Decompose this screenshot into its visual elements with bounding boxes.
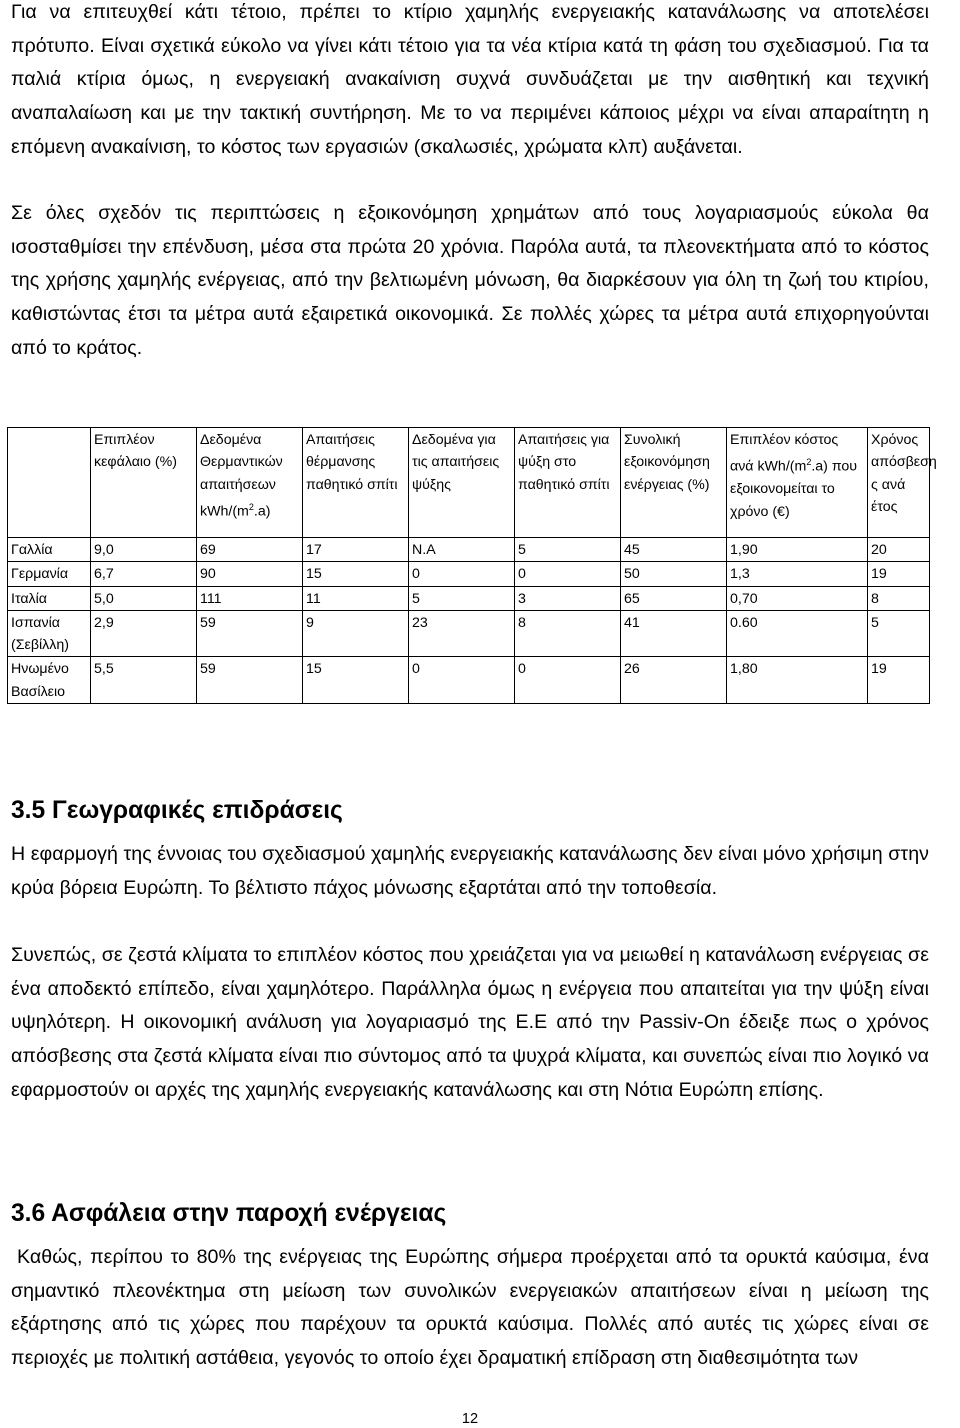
intro-paragraph-2: Σε όλες σχεδόν τις περιπτώσεις η εξοικονόμηση χρημάτων από τους λογαριασμούς εύκολα θα ισοσταθμίσει την επένδυση, μέσα στα πρώτα 20 χρόνια. Παρόλα αυτά, τα πλεονεκτήματα από το κόστος της χρήσης χαμηλής ενέργειας, από την βελτιωμένη μόνωση, θα διαρκέσουν για όλη τη ζωή του κτιρίου, καθιστώντας έτσι τα μέτρα αυτά εξαιρετικά οικονομικά. Σε πολλές χώρες τα μέτρα αυτά επιχορηγούνται από το κράτος. [11, 202, 929, 359]
data-cell: 0 [515, 562, 621, 586]
data-cell: 1,80 [727, 657, 868, 704]
table-header-row [8, 428, 930, 538]
data-cell: 8 [515, 610, 621, 657]
header-cell-empty [8, 428, 91, 538]
country-cell: Γαλλία [8, 538, 91, 562]
section-3-5-paragraph-2: Συνεπώς, σε ζεστά κλίματα το επιπλέον κόστος που χρειάζεται για να μειωθεί η κατανάλωση ενέργειας σε ένα αποδεκτό επίπεδο, είναι χαμηλότερο. Παράλληλα όμως η ενέργεια που απαιτείται για την ψύξη είναι υψηλότερη. Η οικονομική ανάλυση για λογαριασμό της Ε.Ε από την Passiv-On έδειξε πως ο χρόνος απόσβεσης στα ζεστά κλίματα είναι πιο σύντομος από τα ψυχρά κλίματα, και συνεπώς είναι πιο λογικό να εφαρμοστούν οι αρχές της χαμηλής ενεργειακής κατανάλωσης και στη Νότια Ευρώπη επίσης. [11, 944, 929, 1101]
data-cell: 1,90 [727, 538, 868, 562]
data-cell: 8 [868, 586, 930, 610]
data-cell: N.A [409, 538, 515, 562]
section-3-6-heading: 3.6 Ασφάλεια στην παροχή ενέργειας [11, 1200, 447, 1227]
header-cell: Επιπλέον κόστος ανά kWh/$(m^2.a)$ που εξοικονομείται το χρόνο (€) [727, 428, 868, 538]
header-cell: Δεδομένα για τις απαιτήσεις ψύξης [409, 428, 515, 538]
data-cell: 19 [868, 562, 930, 586]
data-cell: 19 [868, 657, 930, 704]
data-cell: 41 [621, 610, 727, 657]
data-cell: 0.60 [727, 610, 868, 657]
data-cell: 9,0 [91, 538, 197, 562]
data-cell: 0 [409, 657, 515, 704]
header-cell: Δεδομένα Θερμαντικών απαιτήσεων kWh/$(m^2.a)$ [197, 428, 303, 538]
table-row [8, 610, 930, 657]
intro-paragraph-1: Για να επιτευχθεί κάτι τέτοιο, πρέπει το κτίριο χαμηλής ενεργειακής κατανάλωσης να αποτελέσει πρότυπο. Είναι σχετικά εύκολο να γίνει κάτι τέτοιο για τα νέα κτίρια κατά τη φάση του σχεδιασμού. Για τα παλιά κτίρια όμως, η ενεργειακή ανακαίνιση συχνά συνδυάζεται με την αισθητική και τεχνική αναπαλαίωση και με την τακτική συντήρηση. Με το να περιμένει κάποιος μέχρι να είναι απαραίτητη η επόμενη ανακαίνιση, το κόστος των εργασιών (σκαλωσιές, χρώματα κλπ) αυξάνεται. [11, 1, 929, 158]
section-3-5-heading: 3.5 Γεωγραφικές επιδράσεις [11, 797, 343, 824]
data-cell: 5 [409, 586, 515, 610]
data-cell: 5 [515, 538, 621, 562]
data-cell: 11 [303, 586, 409, 610]
header-cell: Συνολική εξοικονόμηση ενέργειας (%) [621, 428, 727, 538]
data-cell: 17 [303, 538, 409, 562]
country-cell: Γερμανία [8, 562, 91, 586]
data-cell: 23 [409, 610, 515, 657]
data-cell: 1,3 [727, 562, 868, 586]
data-cell: 111 [197, 586, 303, 610]
table-row [8, 538, 930, 562]
data-cell: 15 [303, 562, 409, 586]
data-cell: 15 [303, 657, 409, 704]
data-cell: 20 [868, 538, 930, 562]
table-row [8, 586, 930, 610]
data-cell: 3 [515, 586, 621, 610]
data-cell: 45 [621, 538, 727, 562]
table-row [8, 657, 930, 704]
country-cell: Ηνωμένο Βασίλειο [8, 657, 91, 704]
country-cell: Ιταλία [8, 586, 91, 610]
header-cell: Επιπλέον κεφάλαιο (%) [91, 428, 197, 538]
data-cell: 6,7 [91, 562, 197, 586]
page-number: 12 [461, 1411, 479, 1427]
energy-savings-table [7, 427, 937, 704]
data-cell: 5 [868, 610, 930, 657]
table-row [8, 562, 930, 586]
data-cell: 90 [197, 562, 303, 586]
header-cell: Χρόνος απόσβεση ς ανά έτος [868, 428, 930, 538]
header-cell: Απαιτήσεις θέρμανσης παθητικό σπίτι [303, 428, 409, 538]
section-3-5-paragraph-1: Η εφαρμογή της έννοιας του σχεδιασμού χαμηλής ενεργειακής κατανάλωσης δεν είναι μόνο χρήσιμη στην κρύα βόρεια Ευρώπη. Το βέλτιστο πάχος μόνωσης εξαρτάται από την τοποθεσία. [11, 843, 929, 899]
section-3-6-paragraph-1: Καθώς, περίπου το 80% της ενέργειας της Ευρώπης σήμερα προέρχεται από τα ορυκτά καύσιμα, ένα σημαντικό πλεονέκτημα στη μείωση των συνολικών ενεργειακών απαιτήσεων είναι η μείωση της εξάρτησης από τις χώρες που παρέχουν τα ορυκτά καύσιμα. Πολλές από αυτές τις χώρες είναι σε περιοχές με πολιτική αστάθεια, γεγονός το οποίο έχει δραματική επίδραση στη διαθεσιμότητα των [11, 1246, 929, 1370]
data-cell: 0 [515, 657, 621, 704]
country-cell: Ισπανία (Σεβίλλη) [8, 610, 91, 657]
data-cell: 5,5 [91, 657, 197, 704]
data-cell: 26 [621, 657, 727, 704]
data-cell: 69 [197, 538, 303, 562]
data-cell: 65 [621, 586, 727, 610]
data-cell: 0,70 [727, 586, 868, 610]
header-cell: Απαιτήσεις για ψύξη στο παθητικό σπίτι [515, 428, 621, 538]
data-cell: 50 [621, 562, 727, 586]
data-cell: 5,0 [91, 586, 197, 610]
data-cell: 59 [197, 657, 303, 704]
data-cell: 0 [409, 562, 515, 586]
data-cell: 59 [197, 610, 303, 657]
data-cell: 9 [303, 610, 409, 657]
data-cell: 2,9 [91, 610, 197, 657]
